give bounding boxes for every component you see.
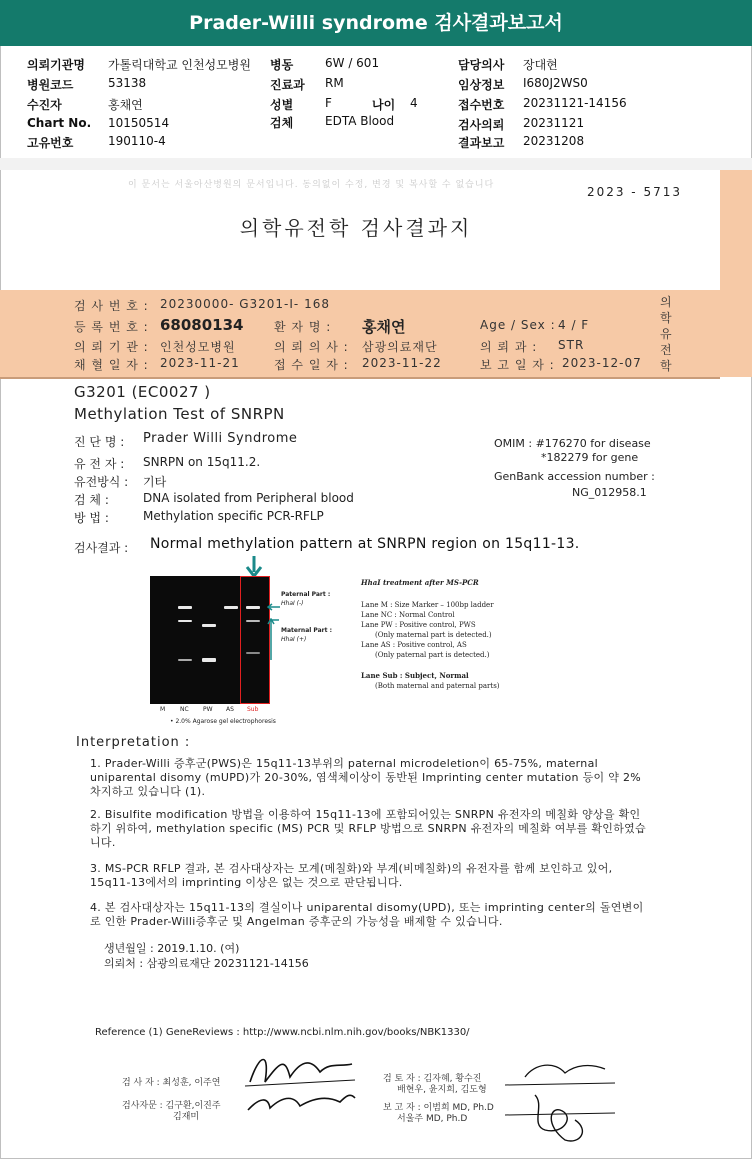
order-label: 의 뢰 의 사 : (274, 340, 349, 354)
info-value: 6W / 601 (325, 56, 380, 70)
legend-line: Lane AS : Positive control, AS (361, 641, 467, 649)
info-label: Chart No. (27, 116, 92, 130)
info-label: 수진자 (27, 98, 62, 112)
signature-examiner (240, 1042, 360, 1117)
maternal-enzyme: HhaI (+) (281, 636, 307, 643)
order-label: 의 뢰 기 관 : (74, 340, 149, 354)
requester: 삼광의료재단 (362, 340, 438, 354)
info-value: 190110-4 (108, 134, 166, 148)
diagnosis: Prader Willi Syndrome (143, 431, 298, 446)
genbank-number: NG_012958.1 (572, 486, 647, 499)
advisor-label: 김재미 (173, 1112, 200, 1122)
order-label: 접 수 일 자 : (274, 358, 349, 372)
info-value: I680J2WS0 (523, 76, 588, 90)
gel-caption: • 2.0% Agarose gel electrophoresis (170, 718, 276, 725)
info-value: 53138 (108, 76, 147, 90)
method: Methylation specific PCR-RFLP (143, 509, 324, 523)
info-label: 진료과 (270, 78, 305, 92)
interpretation-paragraph: 4. 본 검사대상자는 15q11-13의 결실이나 uniparental disomy(UPD), 또는 imprinting center의 돌연변이로 인한 Prader-Willi증후군 및 Angelman 증후군의 가능성을 배제할 수 있습니다. (90, 901, 644, 928)
legend-line: (Both maternal and paternal parts) (375, 682, 500, 690)
gel-band (178, 659, 192, 661)
gene: SNRPN on 15q11.2. (143, 455, 261, 469)
info-label: 접수번호 (458, 98, 505, 112)
reporter-label: 보 고 자 : 이범희 MD, Ph.D (383, 1103, 494, 1113)
document-number: 2023 - 5713 (586, 185, 682, 199)
info-value: 20231121-14156 (523, 96, 627, 110)
referrer: 의뢰처 : 삼광의료재단 20231121-14156 (104, 957, 309, 970)
info-label: 검사의뢰 (458, 118, 505, 132)
result-label: 검사결과 : (74, 541, 129, 555)
side-band (720, 290, 752, 377)
scan-separator (0, 158, 752, 170)
order-label: 의 뢰 과 : (480, 340, 538, 354)
report-date: 2023-12-07 (562, 356, 642, 370)
arrow-left-icon (267, 603, 281, 611)
field-label: 유 전 자 : (74, 457, 125, 471)
field-label: 방 법 : (74, 511, 109, 525)
report-title: Prader-Willi syndrome 검사결과보고서 (0, 0, 752, 46)
interpretation-paragraph: 1. Prader-Willi 증후군(PWS)은 15q11-13부위의 paternal microdeletion이 65-75%, maternal uniparental disomy (mUPD)가 20-30%, 염색체이상이 동반된 Imprinting center mutation 등이 약 2% 차지하고 있습니다 (1). (90, 757, 642, 798)
side-tab-label: 의학유전학 (660, 295, 672, 373)
signature-reviewer (505, 1055, 625, 1155)
paternal-enzyme: HhaI (-) (281, 600, 304, 607)
department: STR (558, 338, 585, 352)
lane-label: PW (203, 706, 213, 713)
info-label: 검체 (270, 116, 294, 130)
lane-label: M (160, 706, 166, 713)
order-label: 보 고 일 자 : (480, 358, 555, 372)
order-label: 환 자 명 : (274, 320, 332, 334)
legend-line: Lane Sub : Subject, Normal (361, 671, 469, 680)
result-text: Normal methylation pattern at SNRPN region on 15q11-13. (150, 536, 580, 552)
reviewer-label: 배현우, 윤지희, 김도형 (397, 1085, 487, 1095)
order-label: Age / Sex : (480, 318, 556, 332)
field-label: 유전방식 : (74, 475, 129, 489)
side-band (720, 170, 752, 290)
field-label: 진 단 명 : (74, 435, 125, 449)
omim-disease: OMIM : #176270 for disease (494, 437, 651, 450)
order-label: 등 록 번 호 : (74, 320, 149, 334)
interpretation-title: Interpretation : (76, 735, 191, 750)
registration-number: 68080134 (160, 316, 244, 334)
info-value: RM (325, 76, 344, 90)
interpretation-paragraph: 3. MS-PCR RFLP 결과, 본 검사대상자는 모계(메칠화)와 부계(비메칠화)의 유전자를 함께 보인하고 있어, 15q11-13에서의 imprinting 이상은 없는 것으로 판단됩니다. (90, 862, 613, 889)
order-label: 검 사 번 호 : (74, 299, 149, 313)
confidential-notice: 이 문서는 서울아산병원의 문서입니다. 동의없이 수정, 변경 및 복사할 수 없습니다 (128, 180, 495, 190)
paternal-label: Paternal Part : (281, 591, 331, 598)
birth-date: 생년월일 : 2019.1.10. (여) (104, 942, 240, 955)
band-divider (0, 377, 720, 379)
info-label: 병원코드 (27, 78, 74, 92)
reporter-label: 서울주 MD, Ph.D (397, 1114, 468, 1124)
info-label: 임상정보 (458, 78, 505, 92)
gel-band (178, 620, 192, 622)
legend-line: (Only maternal part is detected.) (375, 631, 492, 639)
maternal-label: Maternal Part : (281, 627, 332, 634)
exam-number: 20230000- G3201-I- 168 (160, 297, 330, 311)
interpretation-paragraph: 2. Bisulfite modification 방법을 이용하여 15q11-13에 포함되어있는 SNRPN 유전자의 메칠화 양상을 확인하기 위하여, methylation specific (MS) PCR 및 RFLP 방법으로 SNRPN 유전자의 메칠화 여부를 확인하였습니다. (90, 808, 646, 849)
reviewer-label: 검 토 자 : 김자혜, 황수진 (383, 1074, 482, 1084)
gel-figure (150, 570, 590, 730)
info-label: 고유번호 (27, 136, 74, 150)
lane-label: NC (180, 706, 189, 713)
info-value: 홍채연 (108, 98, 143, 112)
info-label: 결과보고 (458, 136, 505, 150)
age-value: 4 (410, 96, 418, 110)
reference: Reference (1) GeneReviews : http://www.ncbi.nlm.nih.gov/books/NBK1330/ (95, 1027, 470, 1038)
omim-gene: *182279 for gene (541, 451, 639, 464)
scan-title: 의학유전학 검사결과지 (239, 216, 473, 240)
bracket-icon (267, 618, 281, 662)
genbank-label: GenBank accession number : (494, 470, 655, 483)
gel-band (202, 658, 216, 662)
legend-title: HhaI treatment after MS-PCR (361, 578, 479, 587)
info-value: 20231121 (523, 116, 585, 130)
gel-band (202, 624, 216, 627)
legend-line: Lane NC : Normal Control (361, 611, 455, 619)
specimen: DNA isolated from Peripheral blood (143, 491, 354, 505)
receive-date: 2023-11-22 (362, 356, 442, 370)
test-code: G3201 (EC0027 ) (74, 383, 211, 401)
gel-band (224, 606, 238, 609)
field-label: 검 체 : (74, 493, 109, 507)
order-label: 채 혈 일 자 : (74, 358, 149, 372)
info-label: 담당의사 (458, 58, 505, 72)
lane-label: Sub (247, 706, 259, 713)
info-label: 성별 (270, 98, 294, 112)
info-value: 20231208 (523, 134, 585, 148)
patient-name: 홍채연 (362, 318, 406, 336)
info-value: 10150514 (108, 116, 170, 130)
info-value: 가톨릭대학교 인천성모병원 (108, 58, 251, 72)
collection-date: 2023-11-21 (160, 356, 240, 370)
patient-info-grid (0, 52, 752, 152)
inheritance: 기타 (143, 475, 167, 489)
examiner-label: 검 사 자 : 최성훈, 이주연 (122, 1078, 221, 1088)
info-value: 장대현 (523, 58, 558, 72)
legend-line: (Only paternal part is detected.) (375, 651, 490, 659)
legend-line: Lane M : Size Marker – 100bp ladder (361, 601, 494, 609)
legend-line: Lane PW : Positive control, PWS (361, 621, 476, 629)
info-label: 의뢰기관명 (27, 58, 85, 72)
info-label: 병동 (270, 58, 294, 72)
test-name: Methylation Test of SNRPN (74, 405, 285, 423)
info-value: EDTA Blood (325, 114, 395, 128)
age-label: 나이 (372, 98, 396, 112)
requesting-org: 인천성모병원 (160, 340, 236, 354)
subject-lane-highlight (240, 576, 270, 704)
info-value: F (325, 96, 332, 110)
gel-band (178, 606, 192, 609)
advisor-label: 검사자문 : 김구환,이진주 (122, 1101, 221, 1111)
lane-label: AS (226, 706, 234, 713)
age-sex: 4 / F (558, 318, 590, 332)
